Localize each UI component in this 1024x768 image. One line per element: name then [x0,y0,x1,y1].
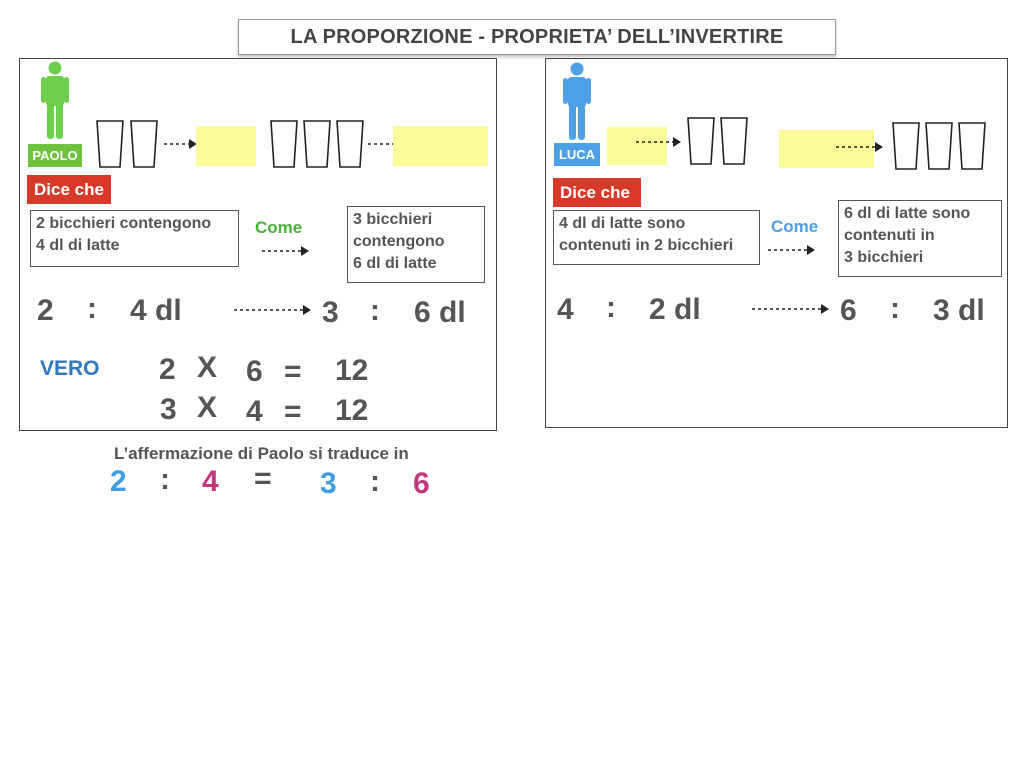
glass-icon [925,122,953,170]
dashed-arrow-icon [636,136,682,148]
statement-line: 6 dl di latte sono [844,205,971,222]
glass-icon [303,120,331,168]
glass-icon [892,122,920,170]
product-term: 6 [246,355,263,388]
statement-line: contengono [353,233,445,250]
glass-icon [687,117,715,165]
highlight-box [393,126,488,166]
dashed-arrow-icon [768,244,816,256]
equals-sign: = [254,462,272,495]
proportion-term: 4 [557,293,574,326]
highlight-box [196,126,256,166]
statement-line: 4 dl di latte sono [559,215,686,232]
dice-che-label: Dice che [27,175,111,204]
proportion-term: 2 [37,294,54,327]
person-green-icon [38,61,72,139]
statement-box [347,206,485,283]
proportion-term: 6 [413,467,430,500]
dashed-arrow-icon [262,245,310,257]
glass-icon [336,120,364,168]
proportion-term: 3 dl [933,294,985,327]
statement-box [838,200,1002,277]
glass-icon [130,120,158,168]
proportion-term: 2 dl [649,293,701,326]
proportion-term: 4 dl [130,294,182,327]
proportion-term: 3 [322,296,339,329]
dashed-arrow-icon [752,303,830,315]
equals-sign: = [284,355,302,388]
glass-icon [96,120,124,168]
dice-che-label: Dice che [553,178,641,207]
glass-icon [270,120,298,168]
person-tag-luca: LUCA [554,143,600,166]
statement-line: contenuti in [844,227,935,244]
dashed-arrow-icon [836,141,884,153]
dashed-arrow-icon [164,138,198,150]
statement-line: 2 bicchieri contengono [36,215,212,232]
person-tag-paolo: PAOLO [28,144,82,167]
product-term: 4 [246,395,263,428]
proportion-colon: : [370,465,380,498]
dashed-arrow-icon [234,304,312,316]
come-label: Come [255,218,303,237]
times-sign: X [197,391,218,424]
statement-line: contenuti in 2 bicchieri [559,237,734,254]
glass-icon [958,122,986,170]
product-term: 2 [159,353,176,386]
vero-label: VERO [40,357,100,380]
proportion-term: 4 [202,465,219,498]
caption: L’affermazione di Paolo si traduce in [114,444,409,463]
statement-line: 6 dl di latte [353,255,437,272]
proportion-colon: : [160,463,170,496]
product-result: 12 [335,394,369,427]
proportion-term: 3 [320,467,337,500]
proportion-colon: : [370,294,380,327]
statement-box [553,210,760,265]
glass-icon [720,117,748,165]
statement-box [30,210,239,267]
come-label: Come [771,217,819,236]
statement-line: 3 bicchieri [844,249,924,266]
person-blue-icon [560,62,594,140]
page-title: LA PROPORZIONE - PROPRIETA’ DELL’INVERTIRE [238,19,836,55]
times-sign: X [197,351,218,384]
proportion-term: 2 [110,465,127,498]
proportion-colon: : [87,292,97,325]
statement-line: 4 dl di latte [36,237,120,254]
proportion-colon: : [890,292,900,325]
equals-sign: = [284,395,302,428]
statement-line: 3 bicchieri [353,211,433,228]
proportion-term: 6 dl [414,296,466,329]
product-term: 3 [160,393,177,426]
proportion-colon: : [606,291,616,324]
product-result: 12 [335,354,369,387]
proportion-term: 6 [840,294,857,327]
